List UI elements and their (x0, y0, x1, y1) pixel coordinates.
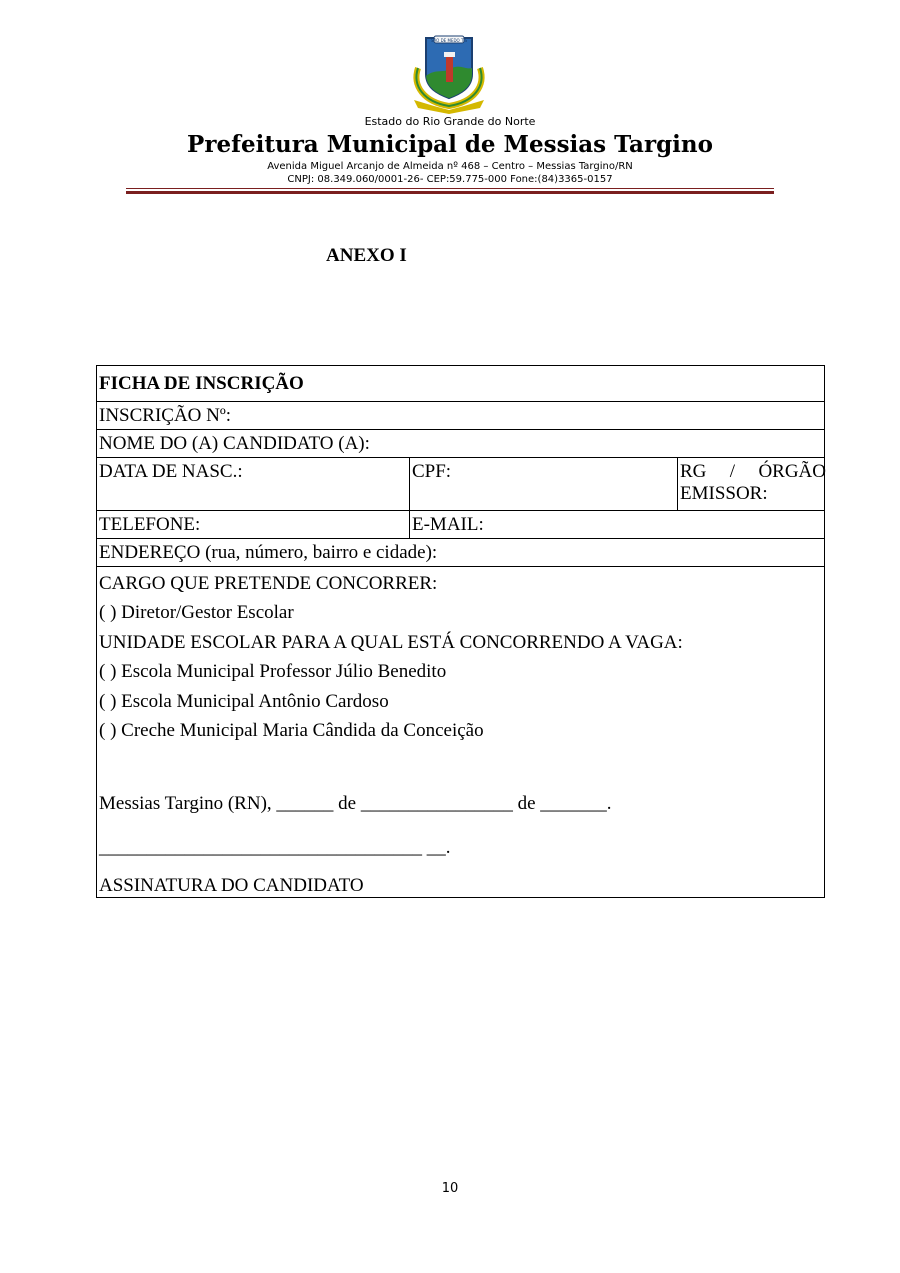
date-line[interactable]: Messias Targino (RN), ______ de ________________ de _______. (99, 793, 612, 814)
candidate-name-row (97, 430, 824, 458)
signature-label: ASSINATURA DO CANDIDATO (99, 875, 364, 896)
state-name: Estado do Rio Grande do Norte (364, 115, 536, 128)
inscription-row (97, 402, 824, 430)
position-heading: CARGO QUE PRETENDE CONCORRER: (99, 573, 438, 594)
signature-line[interactable]: __________________________________ __. (99, 837, 451, 858)
page-number: 10 (441, 1181, 459, 1196)
registration-form (96, 365, 825, 898)
rg-slash: / (729, 461, 736, 482)
school-option[interactable]: ( ) Creche Municipal Maria Cândida da Conceição (99, 720, 484, 741)
school-option[interactable]: ( ) Escola Municipal Professor Júlio Benedito (99, 661, 447, 682)
phone-email-row (97, 511, 824, 539)
birth-cpf-rg-row (97, 458, 824, 511)
cpf-field[interactable]: CPF: (409, 458, 677, 510)
form-title-row (97, 366, 824, 402)
position-option-director[interactable]: ( ) Diretor/Gestor Escolar (99, 602, 294, 623)
form-title: FICHA DE INSCRIÇÃO (99, 373, 304, 394)
inscription-number-field[interactable]: INSCRIÇÃO Nº: (99, 405, 232, 426)
address-row (97, 539, 824, 567)
birth-date-field[interactable]: DATA DE NASC.: (99, 461, 243, 482)
annex-title: ANEXO I (326, 245, 407, 266)
header-divider-thin (126, 188, 774, 189)
prefecture-address: Avenida Miguel Arcanjo de Almeida nº 468 – Centro – Messias Targino/RN (267, 161, 633, 172)
address-field[interactable]: ENDEREÇO (rua, número, bairro e cidade): (99, 542, 438, 563)
phone-field[interactable]: TELEFONE: (99, 514, 201, 535)
prefecture-title: Prefeitura Municipal de Messias Targino (187, 131, 713, 158)
municipal-crest (404, 28, 494, 114)
school-option[interactable]: ( ) Escola Municipal Antônio Cardoso (99, 691, 389, 712)
email-field[interactable]: E-MAIL: (409, 511, 824, 538)
school-heading: UNIDADE ESCOLAR PARA A QUAL ESTÁ CONCORRENDO A VAGA: (99, 632, 683, 653)
header-divider-thick (126, 191, 774, 194)
rg-issuer-field[interactable] (677, 458, 824, 510)
issuer-label: ÓRGÃO (758, 461, 826, 482)
crest-banner-text: SÃO DE MEDO TIS (430, 38, 468, 43)
rg-label: RG (680, 461, 707, 482)
prefecture-contact: CNPJ: 08.349.060/0001-26- CEP:59.775-000 Fone:(84)3365-0157 (287, 174, 613, 185)
issuer-label-line2: EMISSOR: (680, 483, 768, 504)
candidate-name-field[interactable]: NOME DO (A) CANDIDATO (A): (99, 433, 370, 454)
